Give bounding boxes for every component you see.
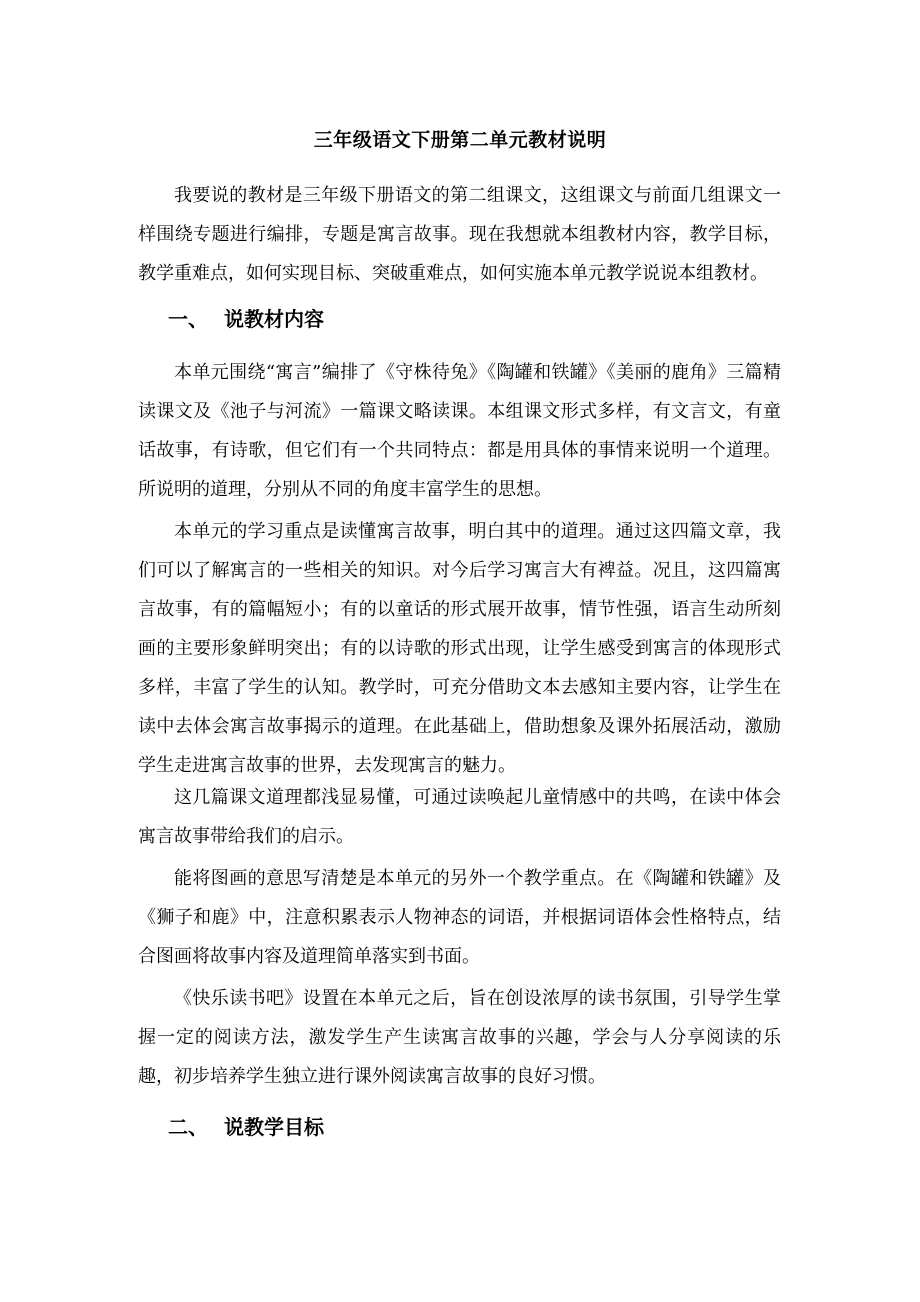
intro-paragraph: 我要说的教材是三年级下册语文的第二组课文，这组课文与前面几组课文一样围绕专题进行编排，专题是寓言故事。现在我想就本组教材内容，教学目标，教学重难点，如何实现目标、突破重难点，如何实施本单元教学说说本组教材。 bbox=[138, 185, 781, 284]
section-2-heading bbox=[168, 1112, 324, 1142]
section-1-heading bbox=[168, 304, 324, 334]
section-1-number: 一、 bbox=[168, 307, 208, 331]
section-2-number: 二、 bbox=[168, 1115, 208, 1139]
section-2-title: 说教学目标 bbox=[224, 1115, 324, 1139]
section-1-title: 说教材内容 bbox=[224, 307, 324, 331]
section-1-paragraph-5: 《快乐读书吧》设置在本单元之后，旨在创设浓厚的读书氛围，引导学生掌握一定的阅读方法，激发学生产生读寓言故事的兴趣，学会与人分享阅读的乐趣，初步培养学生独立进行课外阅读寓言故事的良好习惯。 bbox=[138, 988, 781, 1087]
section-1-paragraph-2: 本单元的学习重点是读懂寓言故事，明白其中的道理。通过这四篇文章，我们可以了解寓言的一些相关的知识。对今后学习寓言大有裨益。况且，这四篇寓言故事，有的篇幅短小；有的以童话的形式展开故事，情节性强，语言生动所刻画的主要形象鲜明突出；有的以诗歌的形式出现，让学生感受到寓言的体现形式多样，丰富了学生的认知。教学时，可充分借助文本去感知主要内容，让学生在读中去体会寓言故事揭示的道理。在此基础上，借助想象及课外拓展活动，激励学生走进寓言故事的世界，去发现寓言的魅力。 bbox=[138, 521, 781, 776]
document-title: 三年级语文下册第二单元教材说明 bbox=[313, 129, 607, 151]
section-1-paragraph-4: 能将图画的意思写清楚是本单元的另外一个教学重点。在《陶罐和铁罐》及《狮子和鹿》中，注意积累表示人物神态的词语，并根据词语体会性格特点，结合图画将故事内容及道理简单落实到书面。 bbox=[138, 868, 781, 967]
section-1-paragraph-1: 本单元围绕“寓言”编排了《守株待兔》《陶罐和铁罐》《美丽的鹿角》三篇精读课文及《池子与河流》一篇课文略读课。本组课文形式多样，有文言文，有童话故事，有诗歌，但它们有一个共同特点：都是用具体的事情来说明一个道理。所说明的道理，分别从不同的角度丰富学生的思想。 bbox=[138, 362, 781, 500]
section-1-paragraph-3: 这几篇课文道理都浅显易懂，可通过读唤起儿童情感中的共鸣，在读中体会寓言故事带给我们的启示。 bbox=[138, 787, 781, 847]
